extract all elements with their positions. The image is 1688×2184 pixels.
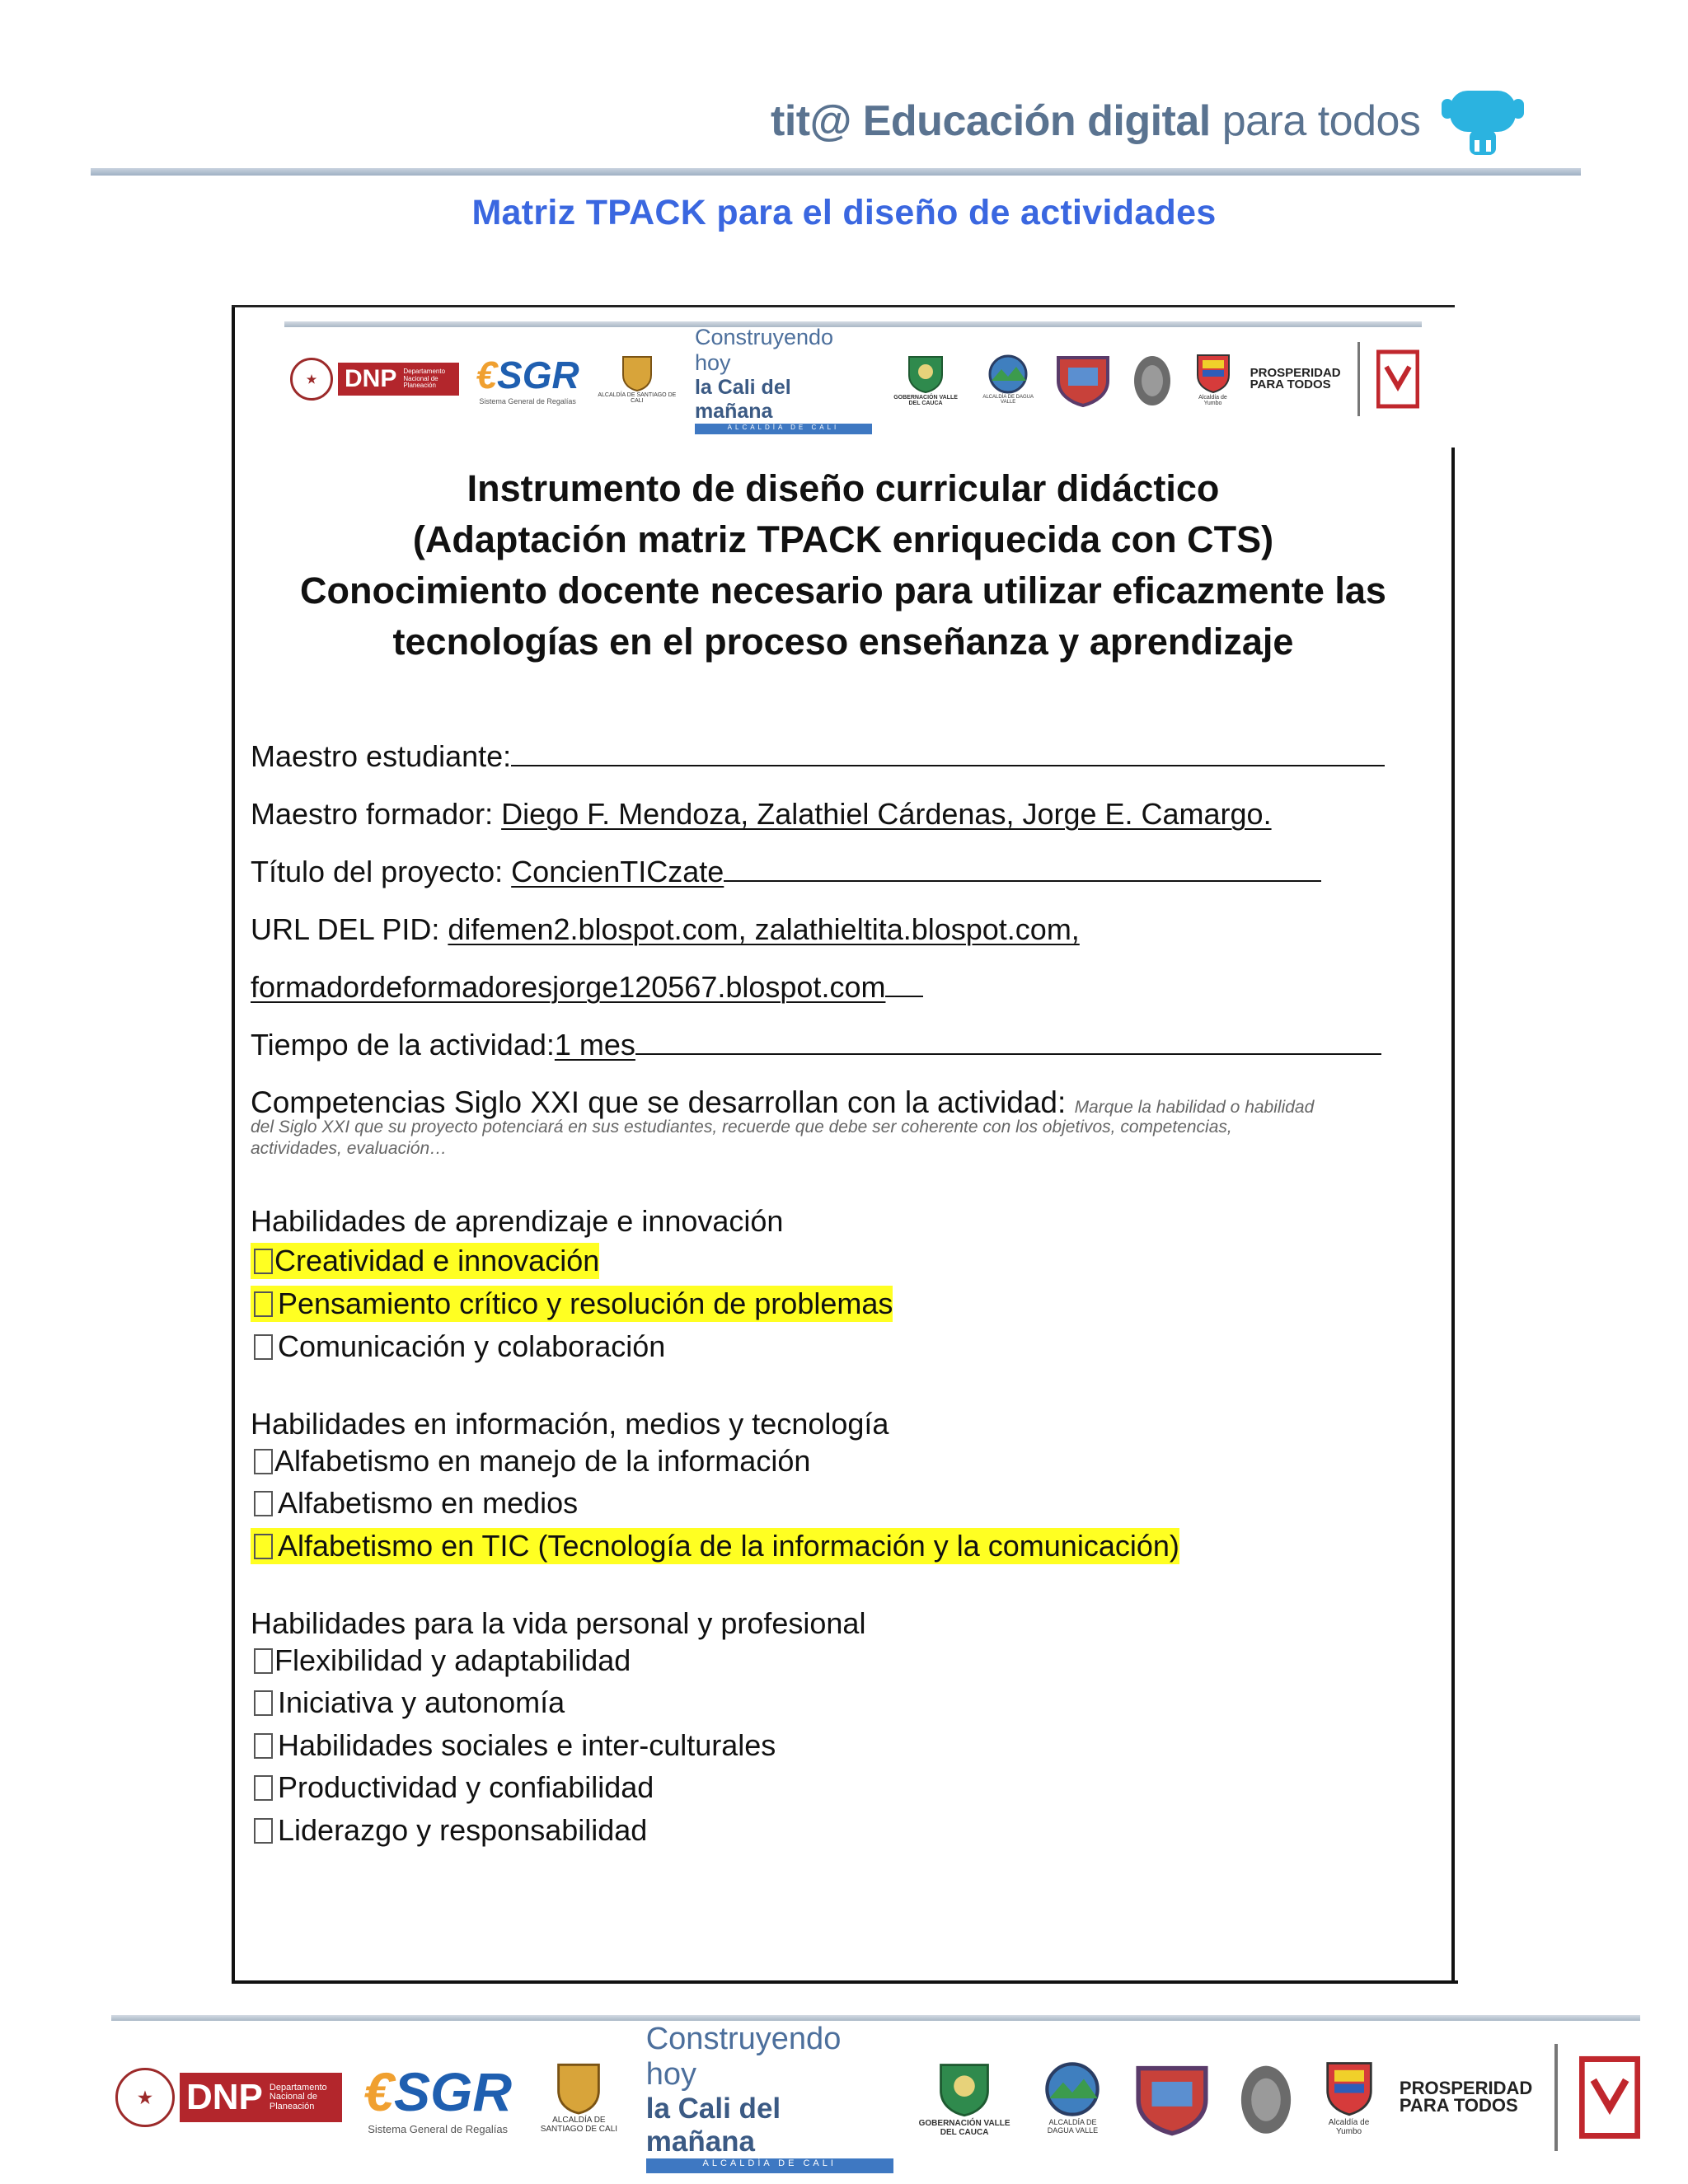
time-blank-line — [635, 1029, 1381, 1055]
universidad-del-valle-logo — [1579, 2052, 1640, 2143]
skill-label: Pensamiento crítico y resolución de problemas — [278, 1286, 893, 1320]
santiago-crest-icon — [621, 354, 654, 392]
sgr-logo: €SGR Sistema General de Regalías — [476, 354, 579, 405]
dagua-crest-icon — [985, 354, 1031, 395]
dnp-label: DNP — [345, 365, 397, 392]
valle-crest-icon — [935, 2058, 994, 2119]
cali-line-2: la Cali del mañana — [694, 375, 791, 423]
footer-logo-strip — [115, 2022, 1640, 2168]
checkbox-icon — [254, 1334, 273, 1360]
dagua-logo — [979, 354, 1037, 405]
logo-divider — [1554, 2044, 1558, 2151]
cali-manana-logo — [646, 2022, 893, 2173]
project-value: ConcienTICzate — [511, 855, 724, 888]
robot-mascot-icon — [1442, 84, 1524, 158]
dnp-logo — [115, 2068, 342, 2127]
yumbo-logo — [1193, 352, 1234, 406]
skill-checkbox-ict-literacy[interactable] — [251, 1528, 1179, 1564]
dnp-label: DNP — [186, 2077, 263, 2117]
dagua-crest-icon — [1040, 2060, 1104, 2118]
municipal-shield-icon — [1053, 349, 1113, 409]
prosperidad-line-2: PARA TODOS — [1250, 377, 1331, 391]
inner-logo-strip — [290, 324, 1419, 431]
section-title-information: Habilidades en información, medios y tecnología — [251, 1407, 889, 1441]
prosperidad-logo — [1400, 2080, 1532, 2115]
skill-label: Alfabetismo en medios — [278, 1486, 579, 1520]
skill-checkbox-information-literacy[interactable] — [251, 1443, 810, 1479]
checkbox-icon — [254, 1818, 273, 1844]
heading-line-1: Instrumento de diseño curricular didáctico — [467, 467, 1220, 509]
skill-checkbox-initiative[interactable] — [251, 1685, 565, 1721]
brand-text — [771, 96, 1420, 146]
cali-line-3: ALCALDÍA DE CALI — [695, 424, 872, 434]
checkbox-icon — [254, 1775, 273, 1801]
santiago-label: ALCALDÍA DE SANTIAGO DE CALI — [598, 392, 677, 404]
cali-line-1: Construyendo hoy — [645, 2022, 842, 2092]
section-title-learning: Habilidades de aprendizaje e innovación — [251, 1204, 784, 1238]
sgr-sublabel: Sistema General de Regalías — [368, 2122, 509, 2135]
competencies-label: Competencias Siglo XXI que se desarrollan con la actividad: — [251, 1085, 1075, 1119]
santiago-label: ALCALDÍA DE SANTIAGO DE CALI — [540, 2116, 618, 2134]
url-value-1: difemen2.blospot.com, zalathieltita.blospot.com, — [448, 912, 1080, 946]
competencies-note-2: del Siglo XXI que su proyecto potenciará en sus estudiantes, recuerde que debe ser coherente con los objetivos, competencias, — [251, 1118, 1232, 1137]
url-field-continued — [251, 969, 923, 1005]
checkbox-icon — [254, 1733, 273, 1759]
skill-label: Flexibilidad y adaptabilidad — [274, 1643, 631, 1677]
checkbox-icon — [254, 1648, 273, 1674]
dnp-logo — [290, 358, 459, 401]
brand-suffix: para todos — [1221, 97, 1421, 145]
footer-logo-divider — [111, 2015, 1640, 2021]
dagua-label: ALCALDÍA DE DAGUA VALLE — [982, 395, 1034, 405]
student-field — [251, 738, 1385, 775]
trainer-label: Maestro formador: — [251, 797, 502, 831]
skill-checkbox-leadership[interactable] — [251, 1812, 647, 1849]
skill-checkbox-creativity[interactable] — [251, 1243, 599, 1279]
yumbo-label: Alcaldía de Yumbo — [1328, 2118, 1370, 2136]
skill-label: Alfabetismo en TIC (Tecnología de la información y la comunicación) — [278, 1529, 1179, 1563]
prosperidad-logo — [1250, 365, 1341, 391]
cali-line-1: Construyendo hoy — [694, 324, 834, 375]
competencies-note-1: Marque la habilidad o habilidad — [1074, 1098, 1315, 1117]
checkbox-icon — [254, 1690, 273, 1716]
univalle-shield-icon — [1579, 2052, 1640, 2143]
url-label: URL DEL PID: — [251, 912, 448, 946]
project-field — [251, 854, 1321, 890]
skill-label: Comunicación y colaboración — [278, 1329, 666, 1363]
sgr-sublabel: Sistema General de Regalías — [479, 397, 576, 405]
valle-del-cauca-logo — [889, 352, 963, 406]
checkbox-icon — [254, 1449, 273, 1474]
trainer-value: Diego F. Mendoza, Zalathiel Cárdenas, Jorge E. Camargo. — [501, 797, 1272, 831]
instrument-heading — [232, 463, 1455, 668]
yumbo-crest-icon — [1324, 2059, 1375, 2118]
municipal-crest-icon — [1129, 348, 1175, 410]
municipal-crest-icon — [1234, 2055, 1298, 2140]
skill-checkbox-social-skills[interactable] — [251, 1727, 776, 1764]
skill-label: Alfabetismo en manejo de la información — [274, 1444, 811, 1478]
project-blank-line — [724, 855, 1321, 882]
competencies-note-3: actividades, evaluación… — [251, 1139, 448, 1158]
yumbo-logo — [1320, 2059, 1378, 2136]
santiago-crest-icon — [555, 2061, 603, 2116]
valle-label: GOBERNACIÓN VALLE DEL CAUCA — [893, 395, 958, 406]
dnp-sublabel: Departamento Nacional de Planeación — [403, 368, 446, 390]
document-title: Matriz TPACK para el diseño de actividades — [471, 193, 1217, 232]
prosperidad-line-1: PROSPERIDAD — [1250, 365, 1341, 380]
sgr-label: SGR — [393, 2060, 513, 2122]
prosperidad-line-1: PROSPERIDAD — [1399, 2078, 1533, 2099]
sgr-label: SGR — [497, 354, 579, 396]
yumbo-label: Alcaldía de Yumbo — [1198, 395, 1227, 406]
url-field — [251, 912, 1080, 948]
header-divider — [91, 168, 1581, 176]
universidad-del-valle-logo — [1376, 347, 1419, 411]
url-blank-line — [885, 971, 923, 997]
time-value: 1 mes — [554, 1028, 635, 1062]
time-label: Tiempo de la actividad: — [251, 1028, 555, 1062]
form-frame-right-border — [1451, 448, 1455, 1980]
prosperidad-line-2: PARA TODOS — [1399, 2095, 1518, 2116]
brand-prefix: tit@ Educación digital — [771, 97, 1211, 145]
header-brand — [771, 92, 1524, 150]
valle-crest-icon — [905, 352, 946, 395]
section-title-personal: Habilidades para la vida personal y profesional — [251, 1606, 866, 1640]
project-label: Título del proyecto: — [251, 855, 512, 888]
skill-checkbox-critical-thinking[interactable] — [251, 1286, 893, 1322]
dnp-sublabel: Departamento Nacional de Planeación — [269, 2082, 327, 2111]
student-label: Maestro estudiante: — [251, 739, 512, 773]
cali-line-2: la Cali del mañana — [645, 2093, 781, 2158]
time-field — [251, 1027, 1381, 1063]
valle-del-cauca-logo — [915, 2058, 1014, 2137]
santiago-de-cali-logo — [596, 354, 678, 404]
logo-divider — [1357, 342, 1360, 416]
skill-label: Productividad y confiabilidad — [278, 1770, 654, 1804]
cali-manana-logo — [695, 325, 872, 434]
heading-line-4: tecnologías en el proceso enseñanza y aprendizaje — [392, 621, 1294, 663]
skill-label: Habilidades sociales e inter-culturales — [278, 1728, 776, 1762]
colombia-seal-icon: ★ — [115, 2068, 175, 2127]
trainer-field — [251, 796, 1272, 832]
checkbox-icon — [254, 1249, 273, 1274]
municipal-shield-icon — [1132, 2057, 1212, 2138]
skill-checkbox-media-literacy[interactable] — [251, 1485, 578, 1521]
url-value-2: formadordeformadoresjorge120567.blospot.com — [251, 970, 886, 1004]
checkbox-icon — [254, 1291, 273, 1317]
cali-line-3: ALCALDÍA DE CALI — [646, 2158, 893, 2173]
dagua-logo — [1035, 2060, 1109, 2135]
skill-label: Creatividad e innovación — [274, 1244, 600, 1277]
yumbo-crest-icon — [1195, 352, 1231, 395]
sgr-logo: €SGR Sistema General de Regalías — [363, 2060, 513, 2135]
santiago-de-cali-logo — [533, 2061, 624, 2134]
skill-checkbox-flexibility[interactable] — [251, 1643, 631, 1679]
heading-line-3: Conocimiento docente necesario para utilizar eficazmente las — [300, 569, 1386, 612]
skill-checkbox-productivity[interactable] — [251, 1769, 654, 1806]
valle-label: GOBERNACIÓN VALLE DEL CAUCA — [918, 2119, 1010, 2137]
skill-label: Iniciativa y autonomía — [278, 1685, 565, 1719]
student-blank-line — [511, 740, 1385, 766]
univalle-shield-icon — [1376, 347, 1419, 411]
heading-line-2: (Adaptación matriz TPACK enriquecida con CTS) — [412, 518, 1274, 560]
checkbox-icon — [254, 1491, 273, 1516]
form-frame-top-border — [232, 305, 1455, 307]
skill-label: Liderazgo y responsabilidad — [278, 1813, 648, 1847]
skill-checkbox-communication[interactable] — [251, 1329, 665, 1365]
checkbox-icon — [254, 1534, 273, 1559]
dagua-label: ALCALDÍA DE DAGUA VALLE — [1047, 2118, 1099, 2135]
colombia-seal-icon: ★ — [290, 358, 333, 401]
